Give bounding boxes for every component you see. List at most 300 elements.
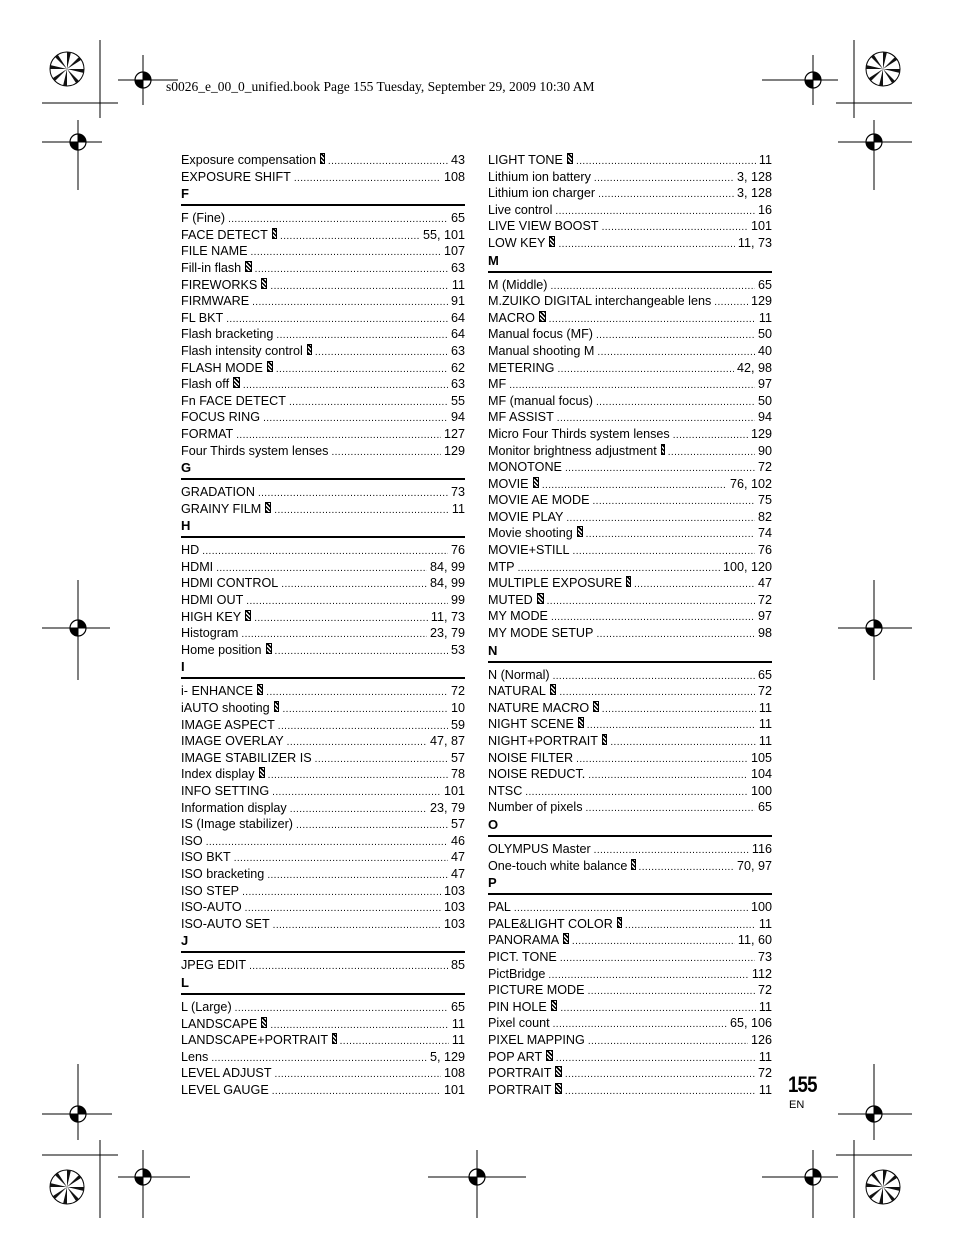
index-term: Flash off [181, 377, 230, 392]
index-term: EXPOSURE SHIFT [181, 169, 291, 184]
index-entry [181, 783, 465, 800]
leader-dots [572, 934, 735, 951]
leader-dots [556, 1051, 756, 1068]
flash-icon [267, 361, 273, 372]
index-entry [181, 210, 465, 227]
index-page-ref: 112 [751, 966, 772, 981]
index-entry [488, 293, 772, 310]
index-page-ref: 23, 79 [429, 800, 465, 815]
night-portrait-icon [602, 734, 607, 745]
index-entry [181, 766, 465, 783]
index-term: NTSC [488, 783, 523, 798]
leader-dots [250, 245, 441, 262]
index-page-ref: 108 [443, 169, 465, 184]
leader-dots [249, 959, 448, 976]
leader-dots [289, 395, 448, 412]
leader-dots [315, 752, 448, 769]
art-filter-icon [617, 917, 622, 928]
index-section [488, 817, 772, 874]
index-page-ref: 11 [758, 916, 772, 931]
index-term: PALE&LIGHT COLOR [488, 916, 613, 931]
index-entry [181, 816, 465, 833]
index-entry [181, 849, 465, 866]
index-term: Number of pixels [488, 800, 583, 815]
index-entry [488, 799, 772, 816]
leader-dots [576, 154, 756, 171]
index-term: MOVIE+STILL [488, 543, 570, 558]
index-term: Manual focus (MF) [488, 327, 593, 342]
section-rule [181, 677, 465, 679]
index-page-ref: 101 [443, 784, 465, 798]
leader-dots [560, 1001, 756, 1018]
index-page-ref: 99 [450, 593, 465, 608]
index-page-ref: 76 [757, 543, 772, 558]
index-term: MOVIE AE MODE [488, 493, 590, 508]
section-rule [181, 993, 465, 995]
index-page-ref: 16 [757, 202, 772, 217]
index-term: NIGHT SCENE [488, 717, 574, 732]
picture-mode-icon [537, 593, 544, 604]
index-page-ref: 100 [750, 900, 772, 915]
index-entry [488, 326, 772, 343]
leader-dots [278, 719, 448, 736]
index-term: Flash bracketing [181, 327, 274, 342]
index-page-ref: 75 [757, 493, 772, 508]
index-page-ref: 64 [450, 310, 465, 325]
index-page-ref: 72 [757, 684, 772, 699]
index-entry [488, 559, 772, 576]
index-page-ref: 129 [750, 426, 772, 441]
index-page-ref: 129 [750, 294, 772, 309]
index-term: LANDSCAPE [181, 1016, 258, 1031]
index-entry [488, 716, 772, 733]
index-page-ref: 65 [757, 277, 772, 292]
index-entry [488, 509, 772, 526]
leader-dots [234, 851, 448, 868]
index-term: NOISE FILTER [488, 750, 574, 765]
leader-dots [267, 868, 448, 885]
index-term: i- ENHANCE [181, 684, 254, 699]
index-section [181, 186, 465, 459]
index-section [488, 253, 772, 642]
face-detect-icon [272, 228, 277, 239]
index-entry [488, 443, 772, 460]
index-page-ref: 84, 99 [429, 576, 465, 591]
page-language: EN [789, 1099, 805, 1111]
index-term: ISO-AUTO [181, 900, 242, 915]
index-entry [181, 360, 465, 377]
index-term: FACE DETECT [181, 227, 268, 242]
index-entry [181, 260, 465, 277]
index-term: Index display [181, 767, 255, 782]
leader-dots [557, 362, 734, 379]
index-page-ref: 11, 73 [430, 609, 465, 624]
leader-dots [596, 328, 755, 345]
leader-dots [668, 445, 755, 462]
index-page-ref: 53 [450, 642, 465, 657]
index-term: Lithium ion charger [488, 186, 596, 201]
leader-dots [328, 154, 448, 171]
index-entry [181, 443, 465, 460]
index-term: Micro Four Thirds system lenses [488, 426, 670, 441]
index-page-ref: 11 [451, 1016, 465, 1031]
leader-dots [274, 503, 449, 520]
index-page-ref: 23, 79 [429, 626, 465, 641]
index-page-ref: 101 [443, 1082, 465, 1097]
index-term: MF [488, 377, 507, 392]
index-page-ref: 72 [450, 684, 465, 699]
art-filter-icon [567, 153, 573, 164]
index-term: FL BKT [181, 310, 224, 325]
index-page-ref: 11, 60 [737, 933, 772, 948]
index-section [181, 152, 465, 185]
index-entry [488, 683, 772, 700]
index-entry [488, 982, 772, 999]
leader-dots [565, 1067, 755, 1084]
index-entry [488, 202, 772, 219]
leader-dots [587, 718, 756, 735]
index-term: Home position [181, 642, 262, 657]
section-rule [488, 271, 772, 273]
index-page-ref: 94 [757, 410, 772, 425]
index-term: MOVIE PLAY [488, 509, 564, 524]
leader-dots [714, 295, 748, 312]
index-page-ref: 59 [450, 717, 465, 732]
section-letter: O [488, 816, 499, 832]
index-term: Information display [181, 800, 287, 815]
leader-dots [596, 627, 755, 644]
flash-off-icon [233, 377, 240, 388]
index-entry [488, 277, 772, 294]
index-entry [488, 525, 772, 542]
index-entry [181, 310, 465, 327]
home-position-icon [266, 643, 272, 654]
index-entry [488, 310, 772, 327]
index-page-ref: 108 [443, 1066, 465, 1081]
index-term: HDMI [181, 559, 214, 574]
index-term: HIGH KEY [181, 609, 242, 624]
index-page-ref: 129 [443, 443, 465, 458]
leader-dots [270, 279, 449, 296]
index-column-right [488, 152, 772, 1098]
leader-dots [202, 544, 448, 561]
index-page-ref: 73 [450, 485, 465, 500]
index-entry [181, 393, 465, 410]
leader-dots [331, 445, 441, 462]
index-entry [488, 218, 772, 235]
index-page-ref: 10 [450, 701, 465, 716]
leader-dots [275, 1067, 441, 1084]
leader-dots [258, 486, 448, 503]
index-term: PIN HOLE [488, 999, 547, 1014]
index-entry [181, 243, 465, 260]
index-term: NIGHT+PORTRAIT [488, 734, 598, 748]
index-term: N (Normal) [488, 667, 550, 682]
index-entry [488, 858, 772, 875]
leader-dots [588, 984, 755, 1001]
index-page-ref: 97 [757, 609, 772, 624]
index-term: ISO-AUTO SET [181, 916, 270, 931]
index-page-ref: 42, 98 [736, 360, 772, 375]
index-term: FIREWORKS [181, 277, 258, 292]
index-page-ref: 65 [757, 800, 772, 815]
portrait-icon [555, 1083, 561, 1094]
index-entry [488, 1032, 772, 1049]
index-term: FIRMWARE [181, 294, 250, 309]
section-rule [181, 951, 465, 953]
index-term: F (Fine) [181, 211, 226, 226]
index-term: Lens [181, 1049, 209, 1064]
index-page-ref: 65 [450, 211, 465, 226]
index-page-ref: 116 [751, 841, 772, 856]
index-section [181, 518, 465, 658]
index-entry [488, 966, 772, 983]
leader-dots [246, 594, 448, 611]
index-entry [488, 575, 772, 592]
index-page-ref: 11 [758, 310, 772, 325]
leader-dots [565, 1084, 756, 1101]
index-term: LIVE VIEW BOOST [488, 219, 599, 234]
index-section [488, 152, 772, 252]
index-entry [181, 625, 465, 642]
index-entry [488, 1065, 772, 1082]
index-entry [488, 459, 772, 476]
index-term: GRAINY FILM [181, 501, 262, 516]
index-term: PORTRAIT [488, 1082, 552, 1097]
index-section [488, 643, 772, 816]
leader-dots [235, 1001, 448, 1018]
index-entry [181, 642, 465, 659]
index-page-ref: 63 [450, 377, 465, 392]
section-rule [181, 204, 465, 206]
index-term: MULTIPLE EXPOSURE [488, 576, 623, 591]
index-entry [488, 932, 772, 949]
index-entry [488, 1049, 772, 1066]
index-page-ref: 72 [757, 592, 772, 607]
index-page-ref: 72 [757, 983, 772, 998]
index-page-ref: 47 [757, 576, 772, 591]
iauto-icon [274, 701, 280, 712]
index-page-ref: 126 [750, 1032, 772, 1047]
index-term: FOCUS RING [181, 410, 261, 425]
index-entry [488, 492, 772, 509]
index-entry [488, 169, 772, 186]
leader-dots [241, 627, 427, 644]
index-term: IMAGE STABILIZER IS [181, 750, 312, 765]
index-page-ref: 47, 87 [429, 734, 465, 749]
index-term: iAUTO shooting [181, 701, 270, 716]
index-entry [488, 152, 772, 169]
nature-macro-icon [593, 701, 599, 712]
leader-dots [272, 1084, 441, 1101]
index-page-ref: 101 [750, 219, 772, 234]
leader-dots [276, 362, 448, 379]
index-term: Exposure compensation [181, 153, 317, 167]
index-entry [181, 227, 465, 244]
index-page-ref: 11 [451, 501, 465, 516]
index-entry [181, 1049, 465, 1066]
index-page-ref: 73 [757, 949, 772, 964]
leader-dots [602, 702, 756, 719]
leader-dots [273, 918, 441, 935]
section-letter: I [181, 659, 185, 675]
index-page-ref: 11 [758, 734, 772, 748]
index-term: PAL [488, 900, 511, 915]
index-section [181, 659, 465, 932]
index-section [181, 933, 465, 974]
index-entry [181, 575, 465, 592]
section-letter: H [181, 518, 191, 534]
picture-mode-icon [555, 1066, 561, 1077]
index-section [181, 460, 465, 517]
index-term: ISO [181, 833, 203, 848]
index-term: Monitor brightness adjustment [488, 443, 657, 458]
monitor-brightness-icon [661, 444, 665, 455]
index-entry [181, 609, 465, 626]
index-entry [181, 326, 465, 343]
night-scene-icon [578, 717, 584, 728]
section-rule [488, 661, 772, 663]
index-entry [181, 376, 465, 393]
page-number: 155 [788, 1072, 817, 1097]
index-entry [181, 883, 465, 900]
index-entry [181, 800, 465, 817]
index-entry [181, 293, 465, 310]
index-entry [181, 343, 465, 360]
leader-dots [281, 577, 427, 594]
index-page-ref: 50 [757, 393, 772, 408]
index-page-ref: 11, 73 [737, 235, 772, 250]
index-term: LANDSCAPE+PORTRAIT [181, 1033, 329, 1048]
leader-dots [547, 594, 755, 611]
section-letter: P [488, 875, 497, 891]
leader-dots [596, 395, 755, 412]
index-page-ref: 11 [758, 1082, 772, 1097]
index-entry [488, 625, 772, 642]
index-page-ref: 100, 120 [722, 559, 772, 574]
index-entry [488, 1015, 772, 1032]
leader-dots [634, 577, 755, 594]
index-term: MF ASSIST [488, 410, 554, 425]
index-page-ref: 62 [450, 360, 465, 375]
index-page-ref: 3, 128 [736, 169, 772, 184]
section-rule [181, 536, 465, 538]
index-page-ref: 43 [450, 153, 465, 167]
index-page-ref: 70, 97 [736, 858, 772, 873]
index-term: LEVEL ADJUST [181, 1066, 272, 1081]
index-page-ref: 57 [450, 817, 465, 832]
flash-intensity-icon [307, 344, 312, 355]
leader-dots [558, 237, 734, 254]
index-term: MONOTONE [488, 460, 562, 475]
index-entry [181, 916, 465, 933]
index-page-ref: 103 [443, 916, 465, 931]
movie-icon [577, 526, 583, 537]
index-entry [181, 1082, 465, 1099]
leader-dots [252, 295, 448, 312]
panorama-icon [563, 933, 569, 944]
index-term: PORTRAIT [488, 1066, 552, 1081]
index-section [181, 975, 465, 1099]
index-page-ref: 57 [450, 750, 465, 765]
index-entry [488, 592, 772, 609]
index-term: NOISE REDUCT. [488, 767, 586, 782]
index-entry [488, 409, 772, 426]
index-term: LEVEL GAUGE [181, 1082, 269, 1097]
index-term: METERING [488, 360, 555, 375]
index-page-ref: 72 [757, 460, 772, 475]
low-key-icon [549, 236, 555, 247]
exposure-compensation-icon [320, 153, 325, 164]
leader-dots [275, 644, 448, 661]
index-term: OLYMPUS Master [488, 841, 591, 856]
index-entry [181, 683, 465, 700]
leader-dots [597, 345, 755, 362]
index-page-ref: 74 [757, 526, 772, 541]
flash-icon [245, 261, 251, 272]
index-term: PICTURE MODE [488, 983, 585, 998]
index-entry [488, 916, 772, 933]
landscape-icon [261, 1017, 267, 1028]
index-entry [488, 235, 772, 252]
index-term: L (Large) [181, 999, 232, 1014]
index-term: Flash intensity control [181, 343, 303, 358]
index-page-ref: 76 [450, 543, 465, 558]
index-page-ref: 65, 106 [729, 1016, 772, 1031]
index-entry [181, 484, 465, 501]
index-page-ref: 63 [450, 343, 465, 358]
landscape-portrait-icon [332, 1033, 337, 1044]
index-term: Live control [488, 202, 553, 217]
section-rule [488, 893, 772, 895]
index-page-ref: 65 [757, 667, 772, 682]
index-entry [488, 343, 772, 360]
leader-dots [602, 220, 748, 237]
index-term: M (Middle) [488, 277, 548, 292]
index-term: FLASH MODE [181, 360, 263, 375]
leader-dots [588, 768, 748, 785]
index-term: IMAGE OVERLAY [181, 734, 284, 749]
index-entry [181, 542, 465, 559]
index-term: NATURAL [488, 684, 546, 699]
index-entry [488, 426, 772, 443]
index-page-ref: 40 [757, 343, 772, 358]
leader-dots [290, 802, 427, 819]
index-term: Movie shooting [488, 526, 573, 541]
index-page-ref: 64 [450, 327, 465, 342]
index-term: MY MODE [488, 609, 548, 624]
leader-dots [296, 818, 448, 835]
index-entry [488, 733, 772, 750]
index-term: IS (Image stabilizer) [181, 817, 293, 832]
index-entry [181, 750, 465, 767]
index-term: HDMI OUT [181, 593, 244, 608]
index-term: ISO bracketing [181, 866, 265, 881]
multiple-exposure-icon [626, 576, 631, 587]
index-entry [181, 559, 465, 576]
index-term: Pixel count [488, 1016, 550, 1031]
index-page-ref: 103 [443, 883, 465, 898]
index-entry [488, 766, 772, 783]
index-term: ISO STEP [181, 883, 240, 898]
index-page-ref: 11 [758, 700, 772, 715]
index-entry [488, 750, 772, 767]
index-term: MOVIE [488, 476, 529, 491]
index-page-ref: 82 [757, 509, 772, 524]
index-entry [181, 999, 465, 1016]
index-entry [181, 409, 465, 426]
art-filter-icon [551, 1000, 558, 1011]
